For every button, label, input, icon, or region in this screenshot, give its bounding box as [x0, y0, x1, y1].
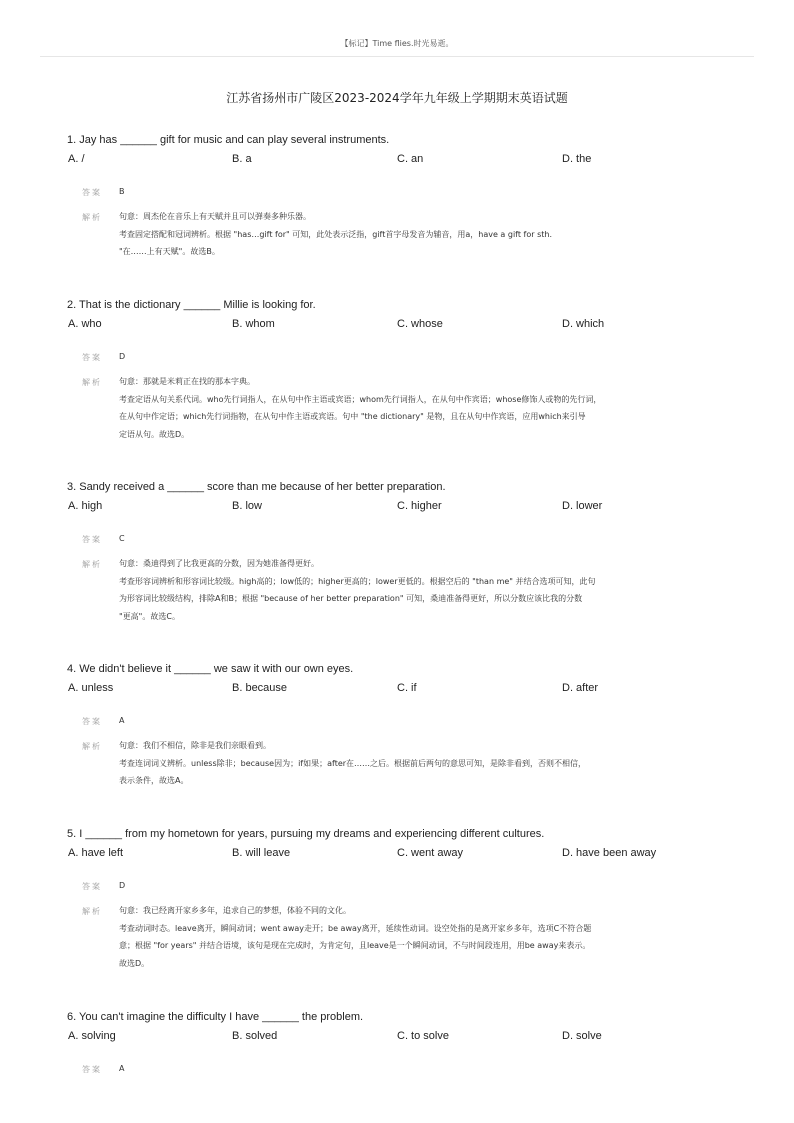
option-d: D. have been away [562, 847, 657, 859]
option-a: A. solving [68, 1030, 116, 1042]
option-b: B. solved [232, 1030, 278, 1042]
analysis-block [67, 555, 747, 625]
question-stem: 1. Jay has ______ gift for music and can play several instruments. [67, 134, 390, 146]
option-c: C. to solve [397, 1030, 449, 1042]
analysis-line: 考查连词词义辨析。unless除非；because因为；if如果；after在……之后。根据前后两句的意思可知，是除非看到，否则不相信， [119, 758, 587, 768]
options-row [67, 1030, 747, 1044]
answer-label: 答案 [82, 535, 102, 544]
answer-row [67, 715, 747, 729]
question-5 [67, 827, 747, 972]
analysis-line: 意；根据 "for years" 并结合语境，该句是现在完成时，为肯定句，且leave是一个瞬间动词，不与时间段连用，用be away来表示。 [119, 941, 591, 950]
question-6 [67, 1010, 747, 1077]
analysis-line: 句意：我已经离开家乡多年，追求自己的梦想，体验不同的文化。 [119, 906, 351, 915]
option-d: D. which [562, 318, 605, 330]
option-c: C. whose [397, 318, 443, 330]
analysis-label: 解析 [82, 213, 102, 222]
answer-value: A [119, 1064, 125, 1073]
page-header: 【标记】Time flies.时光易逝。 [340, 39, 454, 48]
option-b: B. whom [232, 318, 275, 330]
analysis-block [67, 737, 747, 790]
question-4 [67, 662, 747, 790]
option-d: D. lower [562, 500, 603, 512]
question-stem: 5. I ______ from my hometown for years, pursuing my dreams and experiencing different cultures. [67, 828, 545, 840]
option-c: C. went away [397, 847, 464, 859]
options-row [67, 500, 747, 514]
answer-label: 答案 [82, 188, 102, 197]
document-title: 江苏省扬州市广陵区2023-2024学年九年级上学期期末英语试题 [226, 91, 568, 105]
question-stem: 6. You can't imagine the difficulty I have ______ the problem. [67, 1011, 364, 1023]
option-b: B. because [232, 682, 288, 694]
answer-value: A [119, 716, 125, 725]
analysis-line: 为形容词比较级结构，排除A和B；根据 "because of her better preparation" 可知，桑迪准备得更好，所以分数应该比我的分数 [119, 594, 583, 603]
option-a: A. who [68, 318, 102, 330]
answer-row [67, 186, 747, 200]
option-b: B. low [232, 500, 262, 512]
analysis-block [67, 208, 747, 261]
option-c: C. if [397, 682, 417, 694]
answer-value: B [119, 187, 125, 196]
question-stem: 2. That is the dictionary ______ Millie is looking for. [67, 299, 316, 311]
option-a: A. unless [68, 682, 114, 694]
answer-row [67, 1063, 747, 1077]
answer-label: 答案 [82, 882, 102, 891]
analysis-line: "在……上有天赋"。故选B。 [119, 247, 220, 256]
analysis-line: 在从句中作定语；which先行词指物，在从句中作主语或宾语。句中 "the dictionary" 是物，且在从句中作宾语，应用which来引导 [119, 412, 586, 421]
analysis-line: 故选D。 [119, 958, 150, 968]
options-row [67, 682, 747, 696]
question-2 [67, 298, 747, 443]
analysis-line: 句意：我们不相信，除非是我们亲眼看到。 [119, 741, 271, 750]
analysis-block [67, 902, 747, 972]
analysis-label: 解析 [82, 907, 102, 916]
answer-label: 答案 [82, 717, 102, 726]
analysis-line: 句意：周杰伦在音乐上有天赋并且可以弹奏多种乐器。 [119, 212, 311, 221]
options-row [67, 318, 747, 332]
question-3 [67, 480, 747, 625]
option-d: D. after [562, 682, 599, 694]
option-d: D. the [562, 153, 592, 165]
option-c: C. higher [397, 500, 442, 512]
question-stem: 4. We didn't believe it ______ we saw it with our own eyes. [67, 663, 354, 675]
answer-row [67, 533, 747, 547]
analysis-line: 考查形容词辨析和形容词比较级。high高的；low低的；higher更高的；lower更低的。根据空后的 "than me" 并结合选项可知，此句 [119, 576, 596, 586]
analysis-line: 考查固定搭配和冠词辨析。根据 "has…gift for" 可知，此处表示泛指，gift首字母发音为辅音，用a，have a gift for sth. [119, 229, 552, 239]
analysis-line: 句意：那就是米莉正在找的那本字典。 [119, 377, 255, 386]
option-c: C. an [397, 153, 424, 165]
option-b: B. will leave [232, 847, 291, 859]
analysis-label: 解析 [82, 378, 102, 387]
option-a: A. have left [68, 847, 124, 859]
answer-value: C [119, 534, 125, 543]
answer-label: 答案 [82, 1065, 102, 1074]
analysis-label: 解析 [82, 560, 102, 569]
analysis-line: 考查定语从句关系代词。who先行词指人，在从句中作主语或宾语；whom先行词指人，在从句中作宾语；whose修饰人或物的先行词， [119, 394, 602, 404]
options-row [67, 153, 747, 167]
option-d: D. solve [562, 1030, 602, 1042]
analysis-line: 考查动词时态。leave离开，瞬间动词；went away走开；be away离开，延续性动词。设空处指的是离开家乡多年，选项C不符合题 [119, 923, 592, 933]
analysis-line: "更高"。故选C。 [119, 611, 180, 621]
analysis-line: 表示条件，故选A。 [119, 776, 189, 785]
answer-label: 答案 [82, 353, 102, 362]
answer-value: D [119, 881, 126, 890]
options-row [67, 847, 747, 861]
answer-value: D [119, 352, 126, 361]
answer-row [67, 351, 747, 365]
analysis-label: 解析 [82, 742, 102, 751]
option-a: A. high [68, 500, 103, 512]
analysis-line: 句意：桑迪得到了比我更高的分数，因为她准备得更好。 [119, 559, 319, 568]
analysis-line: 定语从句。故选D。 [119, 429, 190, 439]
question-1 [67, 133, 747, 261]
analysis-block [67, 373, 747, 443]
header-divider [40, 56, 754, 57]
question-stem: 3. Sandy received a ______ score than me because of her better preparation. [67, 481, 446, 493]
answer-row [67, 880, 747, 894]
option-a: A. / [68, 153, 85, 165]
option-b: B. a [232, 153, 252, 165]
